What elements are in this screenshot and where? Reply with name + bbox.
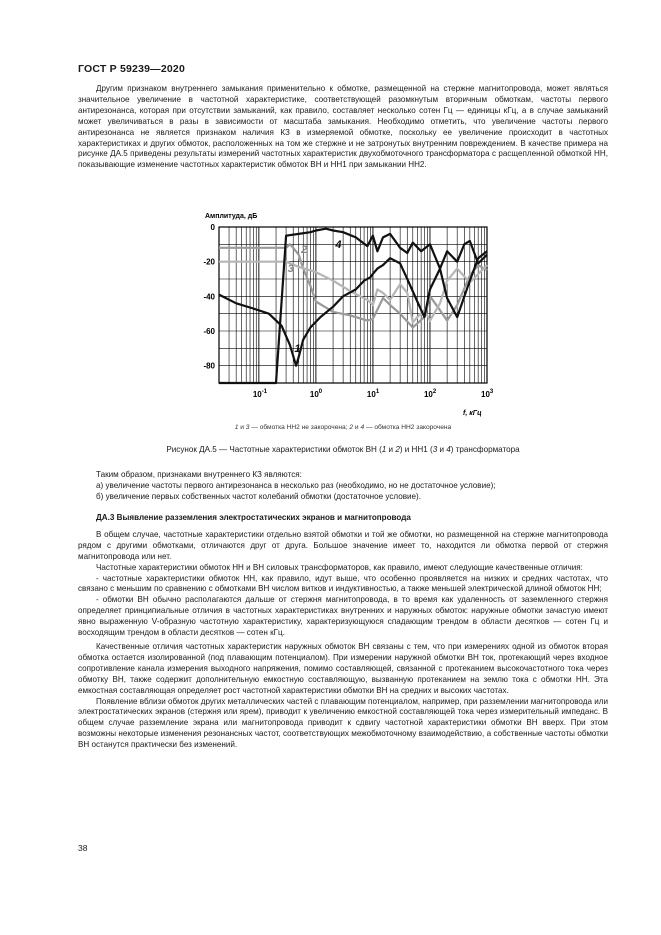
figure-caption <box>78 445 608 454</box>
sign-a: а) увеличение частоты первого антирезонанса в несколько раз (необходимо, но не достаточное условие); <box>96 480 496 490</box>
intro-paragraph: Другим признаком внутреннего замыкания применительно к обмотке, размещенной на стержне магнитопровода, может являться значительное увеличение в частотной характеристике, соответствующей разомкнутым вторичным обмоткам, частоты первого антирезонанса, которая при отсутствии замыканий, как правило, составляет несколько сотен Гц — единицы кГц, а в случае замыканий может увеличиваться в разы в зависимости от масштаба замыкания. Необходимо отметить, что увеличение частоты первого антирезонанса не является признаком наличия КЗ в измеряемой обмотке, поскольку ее увеличение происходит в частотных характеристиках и других обмоток, расположенных на том же стержне и не затронутых внутренним повреждением. В качестве примера на рисунке ДА.5 приведены результаты измерений частотных характеристик двухобмоточного трансформатора с расщепленной обмоткой НН, показывающие изменение частотных характеристик обмоток ВН и НН1 при замыкании НН2. <box>78 84 608 170</box>
section-item-2: - обмотки ВН обычно располагаются дальше от стержня магнитопровода, в то время как удаленность от заземленного стержня определяет принципиальные отличия в частотных характеристиках внутренних и наружных обмоток: наружные обмотки зачастую имеют явно выраженную V-образную частотную характеристику, характеризующуюся спадающим трендом в области десятков — сотен Гц и восходящим трендом в области десятков — сотен кГц. <box>78 595 608 638</box>
document-header: ГОСТ Р 59239—2020 <box>78 63 186 75</box>
caption-num-3: 3 <box>432 445 438 454</box>
section-item-1: - частотные характеристики обмоток НН, как правило, идут выше, что особенно проявляется на низких и средних частотах, что связано с меньшим по сравнению с обмотками ВН числом витков и индуктивностью, а также меньшей электрической длиной обмоток НН; <box>78 573 608 594</box>
caption-prefix: Рисунок ДА.5 — Частотные характеристики обмоток ВН ( <box>166 445 382 454</box>
section-para-2: Частотные характеристики обмоток НН и ВН силовых трансформаторов, как правило, имеют следующие качественные отличия: <box>96 562 583 572</box>
section-block <box>78 513 608 751</box>
caption-num-1: 1 <box>381 445 387 454</box>
section-title: ДА.3 Выявление разземления электростатических экранов и магнитопровода <box>96 513 411 522</box>
chart-x-tick-label: $10^0$ <box>309 389 323 399</box>
chart-y-ticks <box>203 223 215 371</box>
chart-x-label: f, кГц <box>463 410 482 417</box>
legend-text-1: — обмотка НН2 не закорочена; <box>251 424 348 431</box>
chart-x-tick-label: $10^{-1}$ <box>252 389 268 399</box>
legend-num-1: 1 <box>234 424 239 431</box>
chart-curve-label-1: 1 <box>294 342 301 355</box>
legend-num-4: 4 <box>360 424 365 431</box>
chart-x-tick-label: $10^3$ <box>481 389 494 399</box>
section-para-1: В общем случае, частотные характеристики отдельно взятой обмотки и той же обмотки, но размещенной на стержне магнитопровода рядом с другими обмотками, отличаются друг от друга. Большое значение имеет то, находится ли обмотка первой от стержня магнитопровода или нет. <box>78 529 608 561</box>
chart-y-tick-label: -40 <box>203 292 215 302</box>
caption-suffix: ) трансформатора <box>450 445 520 454</box>
page-number: 38 <box>78 843 88 853</box>
frequency-response-chart <box>195 207 495 422</box>
signs-block <box>78 470 608 503</box>
caption-and-1: и <box>386 445 396 454</box>
chart-x-ticks <box>253 389 494 399</box>
chart-y-tick-label: -80 <box>203 361 215 371</box>
chart-curve-label-3: 3 <box>287 263 294 276</box>
chart-x-tick-label: $10^2$ <box>423 389 437 399</box>
legend-num-3: 3 <box>245 424 250 431</box>
signs-intro: Таким образом, признаками внутреннего КЗ являются: <box>96 470 302 479</box>
chart-y-tick-label: -20 <box>203 257 215 267</box>
section-para-3: Качественные отличия частотных характеристик наружных обмоток ВН связаны с тем, что при измерениях одной из обмоток вторая обмотка остается изолированной (под плавающим потенциалом). При измерении наружной обмотки ВН ток, протекающий через входное сопротивление канала измерения выходного напряжения, помимо составляющей, связанной с протеканием высокочастотного тока через обмотку ВН, также содержит дополнительную емкостную составляющую, вызванную протеканием на землю тока с обмотки НН. Эта емкостная составляющая определяет рост частотной характеристики обмотки ВН на средних и высоких частотах. <box>78 641 608 695</box>
section-para-4: Появление вблизи обмоток других металлических частей с плавающим потенциалом, например, при разземлении магнитопровода или электростатических экранов (стержня или ярем), приводит к увеличению емкостной составляющей тока через измерительный импеданс. В общем случае разземление экрана или магнитопровода приводит к сдвигу частотной характеристики обмотки ВН вверх. При этом возможны некоторые изменения резонансных частот, соответствующих межобмоточному взаимодействию, а собственные частоты обмотки ВН останутся практически без изменений. <box>78 696 608 750</box>
chart-curve-label-4: 4 <box>335 238 342 251</box>
caption-num-4: 4 <box>446 445 451 454</box>
legend-num-2: 2 <box>349 424 354 431</box>
chart-x-tick-label: $10^1$ <box>366 389 380 399</box>
chart-y-tick-label: -60 <box>203 327 215 336</box>
caption-and-2: и <box>437 445 447 454</box>
intro-block <box>78 84 608 171</box>
chart-y-tick-label: 0 <box>210 223 215 232</box>
sign-b: б) увеличение первых собственных частот колебаний обмотки (достаточное условие). <box>96 491 421 501</box>
legend-text-2: — обмотка НН2 закорочена <box>365 424 452 431</box>
figure-legend: 1 и 3 — обмотка НН2 не закорочена; 2 и 4 — обмотка НН2 закорочена <box>234 424 452 431</box>
chart-curve-label-2: 2 <box>301 244 308 256</box>
chart-y-label: Амплитуда, дБ <box>205 213 258 220</box>
caption-mid: ) и НН1 ( <box>399 445 433 454</box>
caption-num-2: 2 <box>395 445 400 454</box>
